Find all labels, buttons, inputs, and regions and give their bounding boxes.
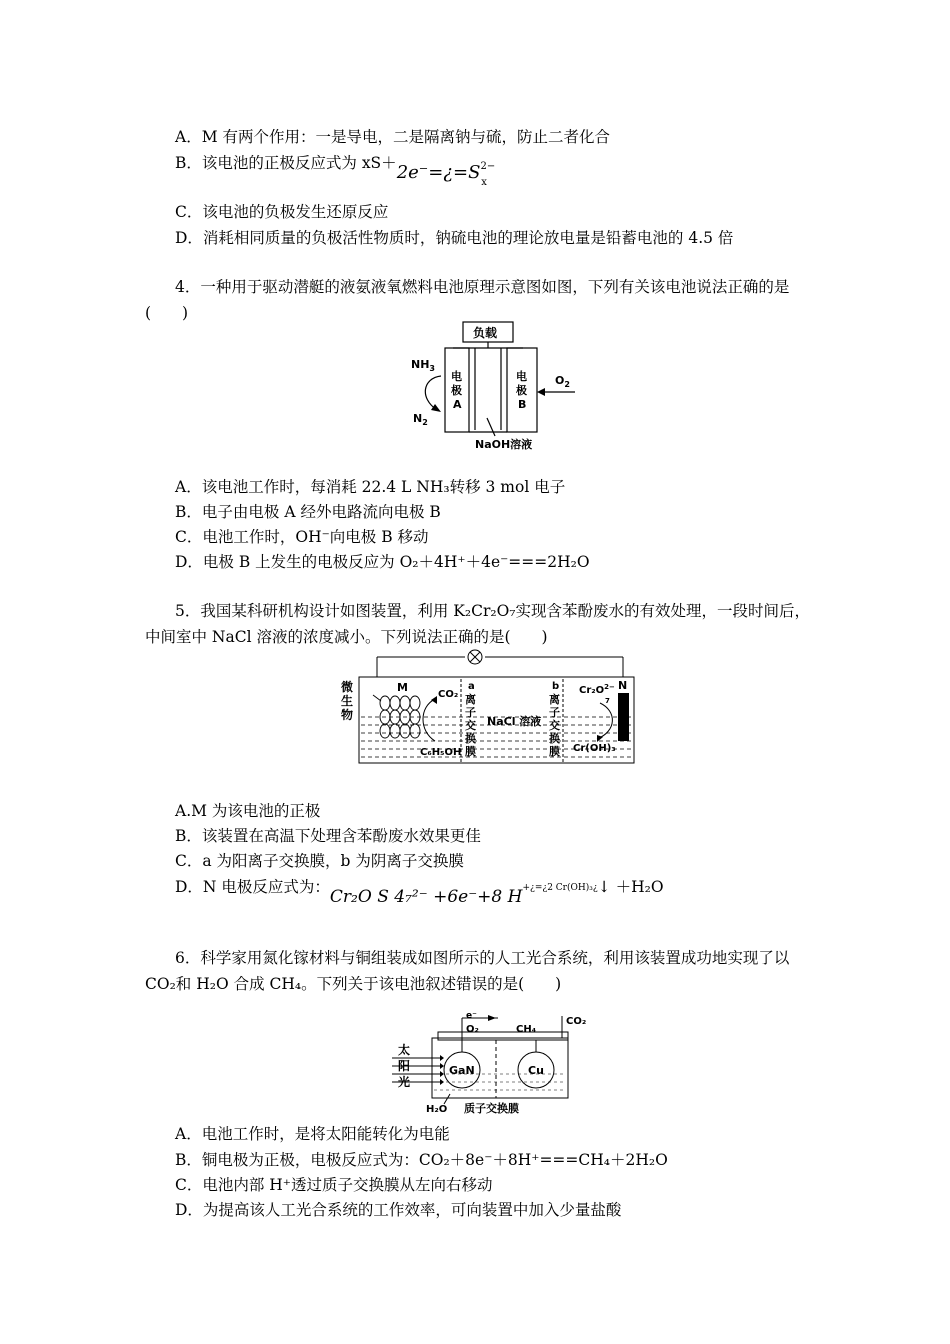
q4-nh3-sub: 3 [429, 364, 435, 373]
svg-text:Cr₂O2− [579, 683, 615, 696]
q5-cr2o7-sub: 7 [605, 697, 610, 705]
q5-phenol-label: C₆H₅OH [420, 747, 462, 758]
q5-nacl-label: NaCl 溶液 [487, 715, 542, 728]
q5-microbe-2: 生 [341, 694, 354, 708]
q4-figure [405, 318, 585, 456]
q5-membrane-a-1: a [468, 681, 475, 692]
q6-option-c: C．电池内部 H⁺透过质子交换膜从左向右移动 [175, 1176, 493, 1194]
q5-microbe-3: 物 [341, 708, 354, 722]
q4-n2-sub: 2 [422, 418, 428, 427]
q5-cr2o7-sup: 2− [604, 683, 615, 691]
svg-text:N2 [413, 412, 428, 427]
q3-option-c: C．该电池的负极发生还原反应 [175, 203, 389, 221]
q6-option-a: A．电池工作时，是将太阳能转化为电能 [175, 1125, 450, 1143]
q3-option-a: A．M 有两个作用：一是导电，二是隔离钠与硫，防止二者化合 [175, 128, 610, 146]
q5-m-label: M [397, 681, 408, 694]
q5-membrane-a-5: 换 [465, 732, 476, 745]
q6-sunlight-2: 阳 [398, 1059, 411, 1073]
q6-electron-label: e⁻ [466, 1012, 477, 1021]
q5-option-d-end: ↓ ＋H₂O [597, 878, 664, 896]
q5-option-d [175, 877, 664, 907]
q4-option-b: B．电子由电极 A 经外电路流向电极 B [175, 503, 441, 521]
q5-option-c: C．a 为阳离子交换膜，b 为阴离子交换膜 [175, 852, 464, 870]
q3-option-b-formula: 2e⁻=¿=S [396, 162, 481, 183]
q5-cr2o7-label: Cr₂O [579, 685, 605, 696]
svg-text:O2 [555, 374, 570, 389]
q5-stem: 5．我国某科研机构设计如图装置，利用 K₂Cr₂O₇实现含苯酚废水的有效处理，一段时间后，中间室中 NaCl 溶液的浓度减小。下列说法正确的是( ) [145, 602, 810, 646]
q4-electrode-a-1: 电 [451, 370, 462, 383]
q5-option-b: B．该装置在高温下处理含苯酚废水效果更佳 [175, 827, 481, 845]
q5-figure [335, 645, 640, 767]
q5-microbe-1: 微 [341, 680, 354, 694]
q6-co2-label: CO₂ [566, 1016, 587, 1027]
q6-sunlight-3: 光 [398, 1075, 411, 1089]
q3-option-d: D．消耗相同质量的负极活性物质时，钠硫电池的理论放电量是铅蓄电池的 4.5 倍 [175, 229, 734, 247]
svg-text:NH3 [411, 358, 435, 373]
q5-membrane-a-2: 离 [465, 693, 476, 706]
q3-option-b [175, 153, 501, 188]
q4-stem: 4．一种用于驱动潜艇的液氨液氧燃料电池原理示意图如图，下列有关该电池说法正确的是( ) [145, 278, 790, 322]
q5-co2-label: CO₂ [438, 689, 459, 700]
q4-option-c: C．电池工作时，OH⁻向电极 B 移动 [175, 528, 429, 546]
q4-o2-label: O [555, 374, 565, 387]
q3-option-b-sup: 2− [480, 161, 496, 172]
q4-load-label: 负载 [473, 326, 498, 340]
q5-option-d-tail: +¿=¿2 Cr(OH)₃¿ [522, 883, 598, 893]
q4-electrode-b-1: 电 [516, 370, 527, 383]
q5-option-d-formula: Cr₂O S 4₇²⁻ +6e⁻+8 H [329, 887, 523, 907]
q4-nh3-label: NH [411, 358, 430, 371]
q5-membrane-b-3: 子 [549, 706, 560, 719]
q5-n-label: N [618, 679, 628, 692]
q6-option-d: D．为提高该人工光合系统的工作效率，可向装置中加入少量盐酸 [175, 1201, 622, 1219]
q4-electrode-b-3: B [518, 398, 527, 411]
q4-o2-sub: 2 [564, 380, 570, 389]
q3-option-b-prefix: B．该电池的正极反应式为 xS＋ [175, 154, 397, 172]
q5-membrane-b-2: 离 [549, 693, 560, 706]
q4-electrolyte-label: NaOH溶液 [475, 438, 533, 451]
q5-membrane-b-1: b [552, 681, 560, 692]
q6-gan-label: GaN [449, 1064, 475, 1077]
q5-option-d-prefix: D．N 电极反应式为： [175, 878, 330, 896]
q6-option-b: B．铜电极为正极，电极反应式为：CO₂＋8e⁻＋8H⁺===CH₄＋2H₂O [175, 1151, 668, 1169]
q6-cu-label: Cu [528, 1064, 544, 1077]
q5-membrane-b-5: 换 [549, 732, 560, 745]
q6-ch4-label: CH₄ [516, 1024, 537, 1035]
q4-option-d: D．电极 B 上发生的电极反应为 O₂＋4H⁺＋4e⁻===2H₂O [175, 553, 590, 571]
q6-o2-label: O₂ [466, 1024, 479, 1035]
q4-electrode-a-2: 极 [451, 384, 462, 397]
q5-membrane-a-3: 子 [465, 706, 476, 719]
q6-stem: 6．科学家用氮化镓材料与铜组装成如图所示的人工光合系统，利用该装置成功地实现了以 CO₂和 H₂O 合成 CH₄。下列关于该电池叙述错误的是( ) [145, 949, 790, 993]
q5-membrane-b-6: 膜 [549, 745, 560, 758]
q5-membrane-b-4: 交 [549, 719, 560, 732]
q4-option-a: A．该电池工作时，每消耗 22.4 L NH₃转移 3 mol 电子 [175, 478, 566, 496]
q4-electrode-a-3: A [453, 398, 462, 411]
q5-membrane-a-6: 膜 [465, 745, 476, 758]
q6-sunlight-1: 太 [398, 1043, 411, 1057]
q4-electrode-b-2: 极 [516, 384, 527, 397]
q5-membrane-a-4: 交 [465, 719, 476, 732]
q6-h2o-label: H₂O [426, 1104, 448, 1115]
q3-option-b-sub: x [481, 177, 487, 188]
q6-figure [392, 1012, 592, 1116]
q4-n2-label: N [413, 412, 423, 425]
q5-croh3-label: Cr(OH)₃ [573, 743, 616, 754]
q5-option-a: A.M 为该电池的正极 [175, 802, 321, 820]
q6-membrane-label: 质子交换膜 [464, 1102, 519, 1115]
